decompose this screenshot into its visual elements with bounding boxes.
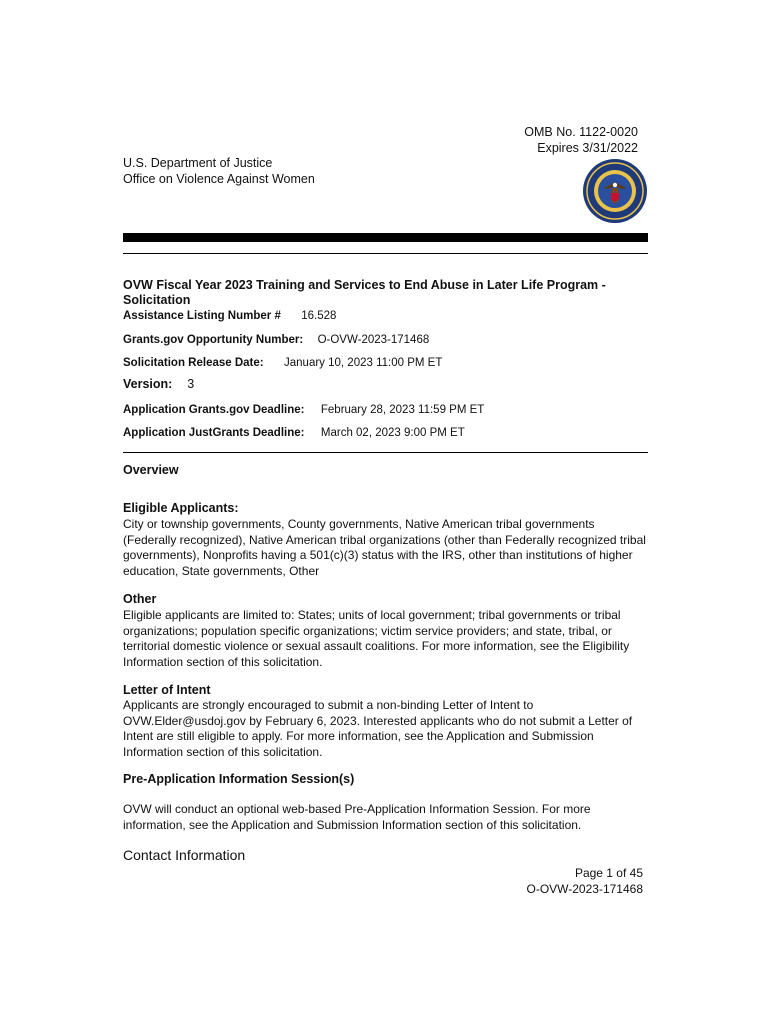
omb-expires: Expires 3/31/2022 (537, 141, 638, 155)
page-number: Page 1 of 45 (574, 866, 643, 880)
other-text: Eligible applicants are limited to: States; units of local government; tribal governments or tribal organizations; population specific organizations; victim service providers; and state, tribal, or territorial domestic violence or sexual assault coalitions. For more information, see the Eligibility Information section of this solicitation. (123, 608, 630, 670)
grants-deadline-value: February 28, 2023 11:59 PM ET (320, 404, 485, 416)
release-date-row (123, 356, 442, 370)
justgrants-deadline-value: March 02, 2023 9:00 PM ET (320, 427, 465, 439)
omb-block (524, 124, 638, 156)
eligible-applicants-text: City or township governments, County governments, Native American tribal governments (Federally recognized), Native American tribal organizations (other than Federally recognized tribal governments), Nonprofits having a 501(c)(3) status with the IRS, other than institutions of higher education, State governments, Other (123, 517, 646, 579)
justgrants-deadline-label: Application JustGrants Deadline: (123, 427, 305, 439)
header-divider-thin (123, 253, 648, 254)
solicitation-title: OVW Fiscal Year 2023 Training and Services to End Abuse in Later Life Program - Solicitation (123, 278, 606, 307)
assistance-listing-label: Assistance Listing Number # (123, 310, 281, 322)
opportunity-number-label: Grants.gov Opportunity Number: (123, 334, 304, 346)
opportunity-number-value: O-OVW-2023-171468 (317, 334, 430, 346)
letter-of-intent-text: Applicants are strongly encouraged to submit a non-binding Letter of Intent to OVW.Elder@usdoj.gov by February 6, 2023. Interested applicants who do not submit a Letter of Intent are still eligible to apply. For more information, see the Application and Submission Information section of this solicitation. (123, 698, 633, 760)
opportunity-number-row (123, 333, 429, 347)
header-divider-thick (123, 233, 648, 242)
release-date-label: Solicitation Release Date: (123, 357, 264, 369)
grants-deadline-label: Application Grants.gov Deadline: (123, 404, 305, 416)
eligible-applicants-heading: Eligible Applicants: (123, 501, 239, 515)
overview-heading: Overview (123, 463, 179, 477)
office-name: Office on Violence Against Women (123, 172, 315, 186)
version-row (123, 377, 194, 391)
release-date-value: January 10, 2023 11:00 PM ET (284, 357, 443, 369)
assistance-listing-row (123, 309, 336, 323)
omb-number: OMB No. 1122-0020 (524, 125, 638, 139)
grants-deadline-row (123, 403, 484, 417)
version-label: Version: (123, 377, 173, 391)
doj-seal-icon (582, 158, 648, 224)
agency-block (123, 155, 315, 187)
assistance-listing-value: 16.528 (301, 310, 337, 322)
letter-of-intent-heading: Letter of Intent (123, 683, 211, 697)
justgrants-deadline-row (123, 426, 465, 440)
department-name: U.S. Department of Justice (123, 156, 273, 170)
page-footer (526, 865, 643, 897)
document-id: O-OVW-2023-171468 (526, 882, 643, 896)
other-heading: Other (123, 592, 157, 606)
pre-application-heading: Pre-Application Information Session(s) (123, 772, 355, 786)
section-divider (123, 452, 648, 453)
version-value: 3 (187, 377, 195, 391)
pre-application-text: OVW will conduct an optional web-based Pre-Application Information Session. For more information, see the Application and Submission Information section of this solicitation. (123, 802, 591, 832)
contact-information-heading: Contact Information (123, 847, 246, 863)
